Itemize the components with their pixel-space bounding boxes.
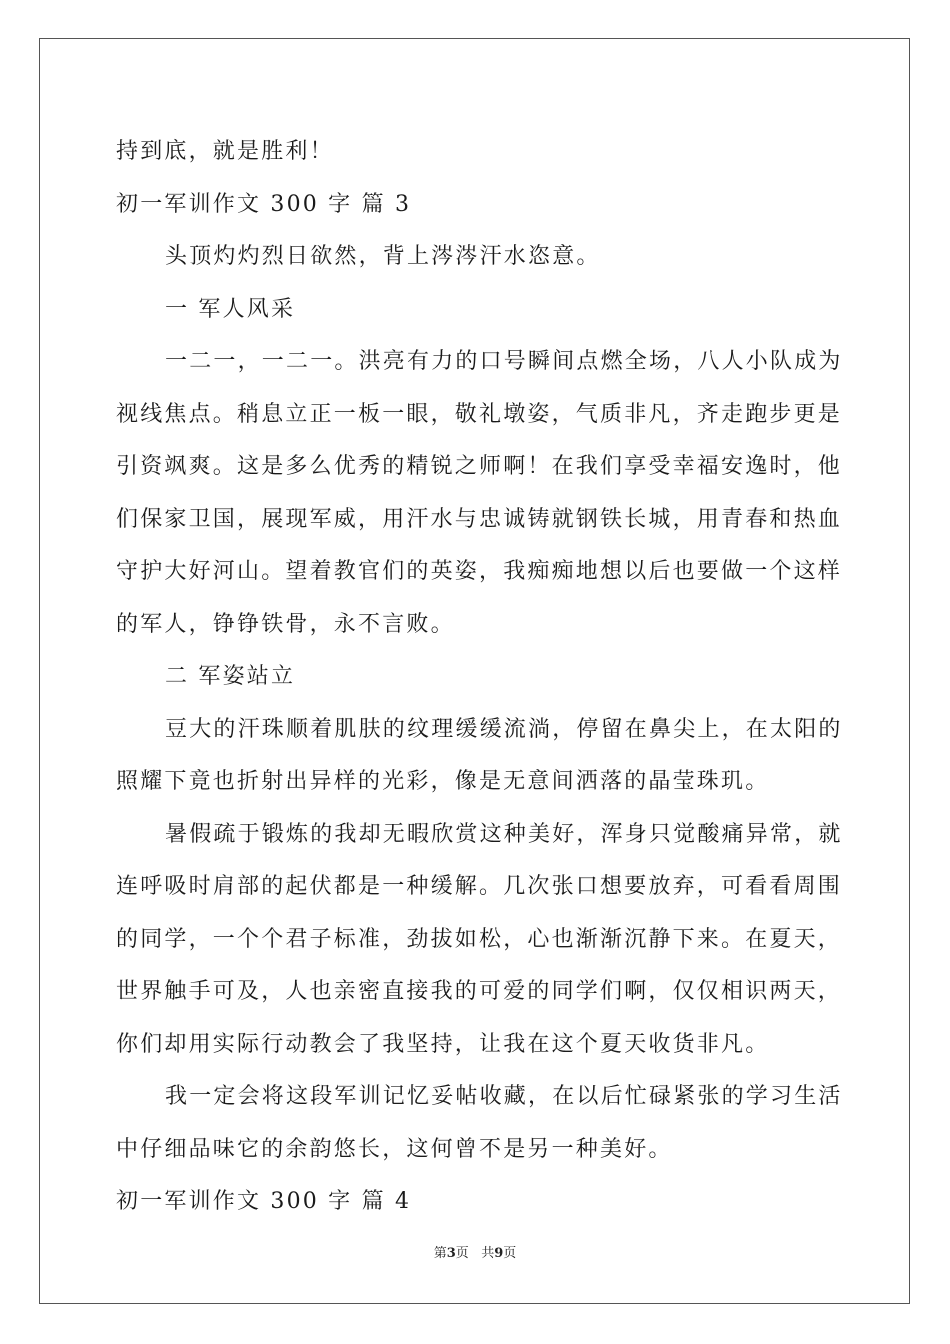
text-line: 持到底，就是胜利！: [116, 139, 334, 164]
text-line: 视线焦点。稍息立正一板一眼，敬礼墩姿，气质非凡，齐走跑步更是: [116, 401, 843, 427]
text-line: 守护大好河山。望着教官们的英姿，我痴痴地想以后也要做一个这样: [116, 559, 843, 584]
text-line: 们保家卫国，展现军威，用汗水与忠诚铸就钢铁长城，用青春和热血: [116, 506, 843, 532]
text-line: 照耀下竟也折射出异样的光彩，像是无意间洒落的晶莹珠玑。: [116, 769, 770, 794]
total-prefix: 共: [481, 1246, 495, 1261]
subheading: 二 军姿站立: [165, 664, 296, 689]
text-line: 连呼吸时肩部的起伏都是一种缓解。几次张口想要放弃，可看看周围: [116, 874, 843, 899]
total-suffix: 页: [503, 1246, 517, 1261]
text-line: 的军人，铮铮铁骨，永不言败。: [116, 611, 455, 637]
page-footer: [0, 1244, 950, 1264]
text-line: 豆大的汗珠顺着肌肤的纹理缓缓流淌，停留在鼻尖上，在太阳的: [165, 716, 843, 742]
document-body: [116, 126, 843, 1229]
page-prefix: 第: [433, 1246, 447, 1261]
text-line: 头顶灼灼烈日欲然，背上涔涔汗水恣意。: [165, 244, 601, 269]
page-number: 3: [446, 1246, 456, 1261]
text-line: 你们却用实际行动教会了我坚持，让我在这个夏天收货非凡。: [116, 1031, 770, 1057]
text-line: 中仔细品味它的余韵悠长，这何曾不是另一种美好。: [116, 1136, 673, 1162]
text-line: 一二一，一二一。洪亮有力的口号瞬间点燃全场，八人小队成为: [165, 349, 843, 374]
page-suffix: 页: [455, 1246, 469, 1261]
text-line: 暑假疏于锻炼的我却无暇欣赏这种美好，浑身只觉酸痛异常，就: [165, 821, 843, 847]
text-line: 世界触手可及，人也亲密直接我的可爱的同学们啊，仅仅相识两天，: [116, 979, 843, 1004]
section-heading: 初一军训作文 300 字 篇 4: [116, 1189, 412, 1214]
subheading: 一 军人风采: [165, 296, 296, 322]
total-pages: 9: [494, 1246, 504, 1261]
text-line: 我一定会将这段军训记忆妥帖收藏，在以后忙碌紧张的学习生活: [165, 1084, 843, 1109]
text-line: 引资飒爽。这是多么优秀的精锐之师啊！在我们享受幸福安逸时，他: [116, 454, 843, 479]
section-heading: 初一军训作文 300 字 篇 3: [116, 191, 412, 217]
text-line: 的同学，一个个君子标准，劲拔如松，心也渐渐沉静下来。在夏天，: [116, 926, 843, 952]
